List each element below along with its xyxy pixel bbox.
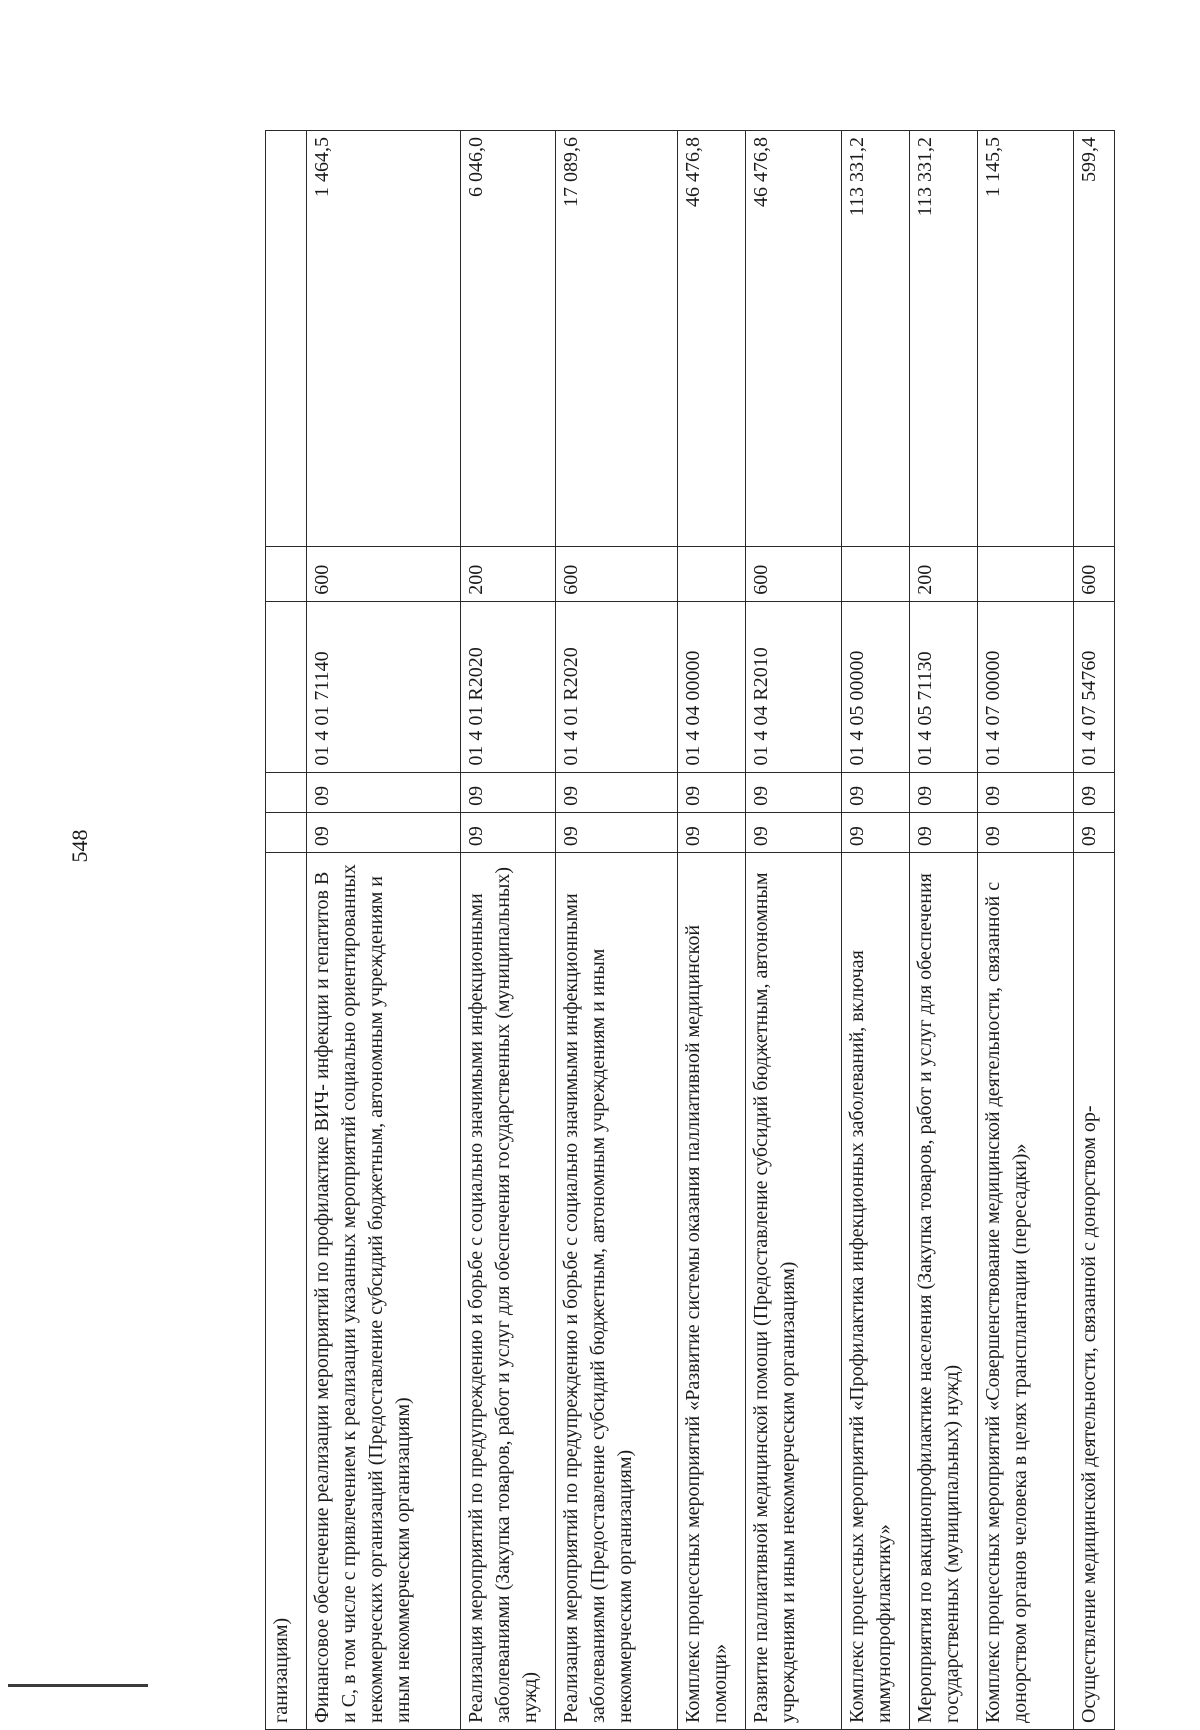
expense-type-code: 200 [460, 547, 555, 601]
section-code: 09 [460, 772, 555, 812]
row-name: Реализация мероприятий по предупреждению и борьбе с социально значимыми инфекционными заболеваниями (Закупка товаров, работ и услуг для обеспечения государственных (муниципальных) нужд) [460, 853, 555, 1730]
sum-value: 6 046,0 [460, 131, 555, 547]
sum-value: 113 331,2 [909, 131, 977, 547]
ministry-code: 09 [841, 812, 909, 852]
target-article-code: 01 4 01 R2020 [555, 601, 677, 772]
sum-value: 1 464,5 [307, 131, 460, 547]
ministry-code: 09 [307, 812, 460, 852]
ministry-code: 09 [746, 812, 841, 852]
ministry-code [266, 812, 307, 852]
target-article-code: 01 4 07 00000 [978, 601, 1073, 772]
section-code [266, 772, 307, 812]
target-article-code: 01 4 01 71140 [307, 601, 460, 772]
expense-type-code [678, 547, 746, 601]
section-code: 09 [978, 772, 1073, 812]
section-code: 09 [555, 772, 677, 812]
rotated-page-content [265, 130, 1115, 1730]
table-row [555, 131, 677, 1730]
row-name: Мероприятия по вакцинопрофилактике населения (Закупка товаров, работ и услуг для обеспечения государственных (муниципальных) нужд) [909, 853, 977, 1730]
table-row [266, 131, 307, 1730]
expense-type-code: 600 [746, 547, 841, 601]
expense-type-code [978, 547, 1073, 601]
expense-type-code [266, 547, 307, 601]
table-row [678, 131, 746, 1730]
row-name: Финансовое обеспечение реализации мероприятий по профилактике ВИЧ- инфекции и гепатитов В и С, в том числе с привлечением к реализации указанных мероприятий социально ориентированных некоммерческих организаций (Предоставление субсидий бюджетным, автономным учреждениям и иным некоммерческим организациям) [307, 853, 460, 1730]
expense-type-code [841, 547, 909, 601]
scan-edge-mark [8, 1684, 148, 1687]
ministry-code: 09 [678, 812, 746, 852]
table-row [978, 131, 1073, 1730]
target-article-code: 01 4 01 R2020 [460, 601, 555, 772]
sum-value [266, 131, 307, 547]
expense-type-code: 600 [555, 547, 677, 601]
budget-table [265, 130, 1115, 1730]
section-code: 09 [678, 772, 746, 812]
ministry-code: 09 [1073, 812, 1114, 852]
expense-type-code: 600 [307, 547, 460, 601]
sum-value: 17 089,6 [555, 131, 677, 547]
row-name: Реализация мероприятий по предупреждению и борьбе с социально значимыми инфекционными заболеваниями (Предоставление субсидий бюджетным, автономным учреждениям и иным некоммерческим организациям) [555, 853, 677, 1730]
row-name: Комплекс процессных мероприятий «Совершенствование медицинской деятельности, связанной с донорством органов человека в целях трансплантации (пересадки)» [978, 853, 1073, 1730]
row-name: Осуществление медицинской деятельности, связанной с донорством ор- [1073, 853, 1114, 1730]
ministry-code: 09 [909, 812, 977, 852]
ministry-code: 09 [555, 812, 677, 852]
table-row [460, 131, 555, 1730]
table-row [841, 131, 909, 1730]
section-code: 09 [746, 772, 841, 812]
target-article-code: 01 4 04 00000 [678, 601, 746, 772]
page-number: 548 [67, 829, 92, 863]
target-article-code: 01 4 05 71130 [909, 601, 977, 772]
table-row [746, 131, 841, 1730]
expense-type-code: 600 [1073, 547, 1114, 601]
expense-type-code: 200 [909, 547, 977, 601]
sum-value: 46 476,8 [746, 131, 841, 547]
section-code: 09 [1073, 772, 1114, 812]
target-article-code: 01 4 04 R2010 [746, 601, 841, 772]
sum-value: 113 331,2 [841, 131, 909, 547]
target-article-code: 01 4 05 00000 [841, 601, 909, 772]
ministry-code: 09 [460, 812, 555, 852]
target-article-code [266, 601, 307, 772]
section-code: 09 [841, 772, 909, 812]
section-code: 09 [307, 772, 460, 812]
target-article-code: 01 4 07 54760 [1073, 601, 1114, 772]
section-code: 09 [909, 772, 977, 812]
row-name: Комплекс процессных мероприятий «Развитие системы оказания паллиативной медицинской помощи» [678, 853, 746, 1730]
sum-value: 46 476,8 [678, 131, 746, 547]
sum-value: 1 145,5 [978, 131, 1073, 547]
table-row [307, 131, 460, 1730]
row-name: Комплекс процессных мероприятий «Профилактика инфекционных заболеваний, включая иммунопрофилактику» [841, 853, 909, 1730]
sum-value: 599,4 [1073, 131, 1114, 547]
ministry-code: 09 [978, 812, 1073, 852]
row-name: Развитие паллиативной медицинской помощи (Предоставление субсидий бюджетным, автономным учреждениям и иным некоммерческим организациям) [746, 853, 841, 1730]
table-row [1073, 131, 1114, 1730]
table-row [909, 131, 977, 1730]
row-name: ганизациям) [266, 853, 307, 1730]
